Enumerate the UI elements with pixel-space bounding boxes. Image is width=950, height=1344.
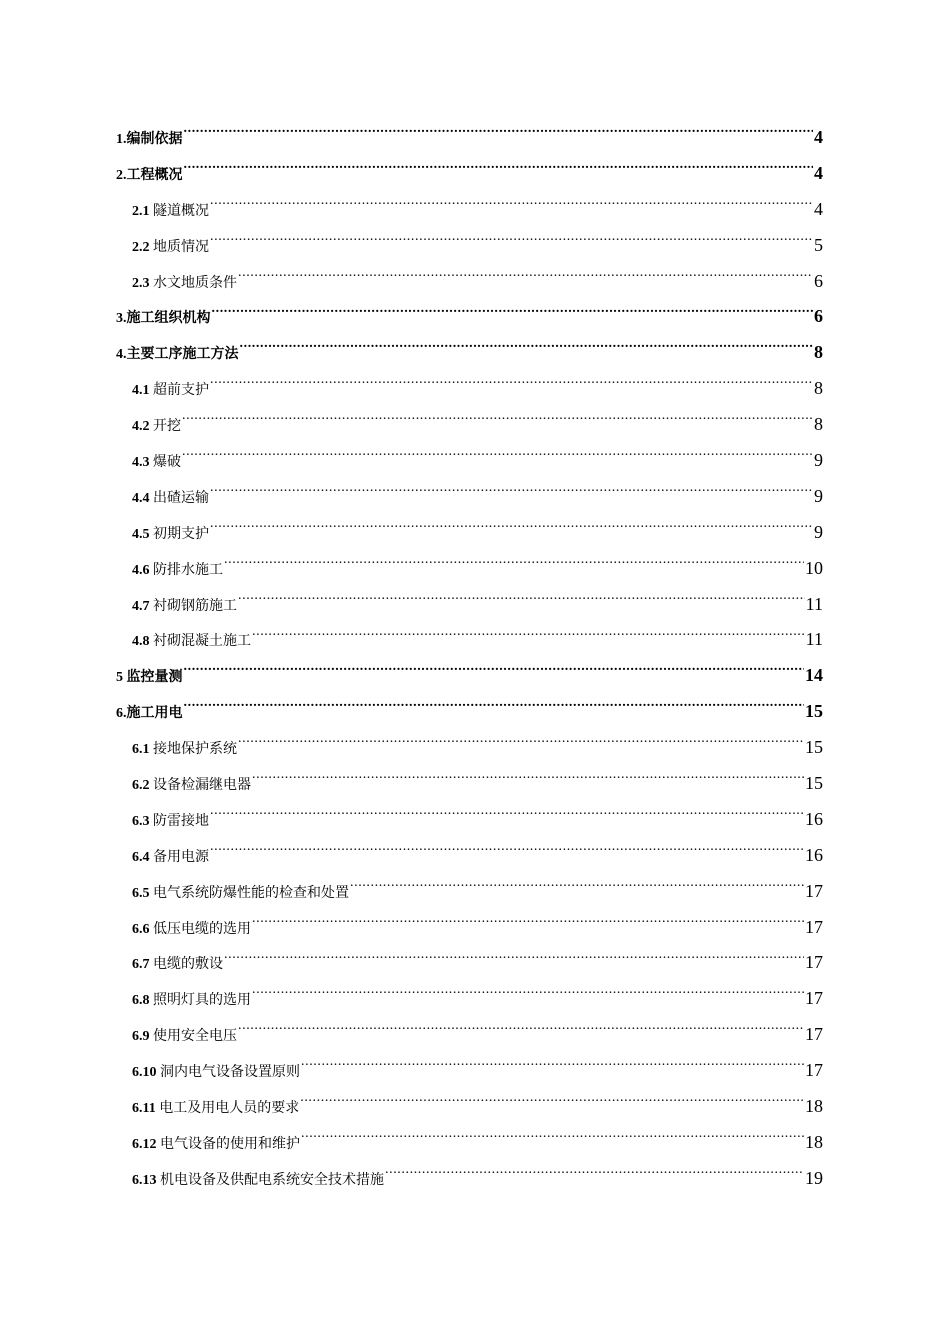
toc-entry-page-number: 16 xyxy=(805,808,823,829)
toc-entry-text: 监控量测 xyxy=(126,670,183,686)
toc-entry[interactable] xyxy=(116,694,823,730)
toc-entry[interactable] xyxy=(116,981,823,1017)
dot-leader xyxy=(350,883,804,897)
toc-entry-text: 水文地质条件 xyxy=(153,275,237,291)
dot-leader xyxy=(238,273,813,287)
toc-entry-text: 衬砌混凝土施工 xyxy=(153,634,251,650)
toc-entry-number: 4. xyxy=(116,347,127,363)
toc-entry[interactable] xyxy=(116,587,823,623)
toc-entry-number: 6.12 xyxy=(132,1136,160,1152)
toc-entry-page-number: 16 xyxy=(805,844,823,865)
dot-leader xyxy=(238,1026,804,1040)
toc-entry[interactable] xyxy=(116,371,823,407)
toc-entry-number: 4.5 xyxy=(132,526,153,542)
dot-leader xyxy=(252,631,805,645)
toc-entry-number: 6.2 xyxy=(132,778,153,794)
dot-leader xyxy=(210,811,804,825)
toc-entry[interactable] xyxy=(116,622,823,658)
toc-entry-page-number: 17 xyxy=(805,988,823,1009)
toc-entry-page-number: 4 xyxy=(814,162,823,183)
toc-entry-title xyxy=(116,337,239,373)
dot-leader xyxy=(182,452,813,466)
dot-leader xyxy=(252,775,804,789)
dot-leader xyxy=(301,1134,804,1148)
toc-entry-page-number: 15 xyxy=(805,701,823,722)
toc-entry-number: 6.7 xyxy=(132,957,153,973)
toc-entry-text: 机电设备及供配电系统安全技术措施 xyxy=(160,1172,384,1188)
toc-entry-title xyxy=(132,517,209,553)
dot-leader xyxy=(210,201,813,215)
toc-entry-title xyxy=(132,481,209,517)
toc-entry-title xyxy=(116,696,183,732)
toc-entry[interactable] xyxy=(116,658,823,694)
dot-leader xyxy=(210,524,813,538)
toc-entry[interactable] xyxy=(116,551,823,587)
toc-entry[interactable] xyxy=(116,1161,823,1197)
toc-entry[interactable] xyxy=(116,1017,823,1053)
toc-entry[interactable] xyxy=(116,730,823,766)
toc-entry-text: 照明灯具的选用 xyxy=(153,993,251,1009)
toc-entry[interactable] xyxy=(116,335,823,371)
toc-entry[interactable] xyxy=(116,515,823,551)
toc-entry[interactable] xyxy=(116,228,823,264)
toc-entry-number: 6. xyxy=(116,706,127,722)
toc-entry-title xyxy=(132,947,223,983)
toc-entry-number: 6.8 xyxy=(132,993,153,1009)
toc-entry-page-number: 9 xyxy=(814,450,823,471)
dot-leader xyxy=(224,954,804,968)
dot-leader xyxy=(210,380,813,394)
toc-entry-title xyxy=(132,876,349,912)
toc-entry-title xyxy=(132,1019,237,1055)
toc-entry-number: 6.11 xyxy=(132,1101,160,1117)
toc-entry-title xyxy=(116,158,183,194)
toc-entry-page-number: 10 xyxy=(805,557,823,578)
toc-entry[interactable] xyxy=(116,1053,823,1089)
toc-entry-page-number: 6 xyxy=(814,306,823,327)
toc-entry-title xyxy=(132,445,181,481)
toc-entry-text: 初期支护 xyxy=(153,526,209,542)
toc-entry-number: 6.9 xyxy=(132,1029,153,1045)
dot-leader xyxy=(182,416,813,430)
dot-leader xyxy=(238,596,805,610)
toc-entry[interactable] xyxy=(116,1125,823,1161)
toc-entry-title xyxy=(132,266,237,302)
toc-entry[interactable] xyxy=(116,120,823,156)
dot-leader xyxy=(184,129,814,143)
toc-entry-number: 6.1 xyxy=(132,742,153,758)
toc-entry-text: 施工组织机构 xyxy=(126,311,211,327)
toc-entry-title xyxy=(132,912,251,948)
toc-entry-title xyxy=(116,122,183,158)
toc-entry-text: 爆破 xyxy=(153,455,181,471)
toc-entry-text: 工程概况 xyxy=(126,167,183,183)
toc-entry-title xyxy=(132,768,251,804)
toc-entry-number: 3. xyxy=(116,311,127,327)
toc-entry-text: 开挖 xyxy=(153,419,181,435)
toc-entry-title xyxy=(132,1163,384,1199)
toc-entry-number: 4.2 xyxy=(132,419,153,435)
toc-entry-text: 电气系统防爆性能的检查和处置 xyxy=(153,885,349,901)
toc-entry-page-number: 4 xyxy=(814,127,823,147)
toc-entry-text: 防雷接地 xyxy=(153,813,209,829)
toc-entry-page-number: 9 xyxy=(814,485,823,506)
toc-entry[interactable] xyxy=(116,156,823,192)
table-of-contents xyxy=(116,120,823,1197)
dot-leader xyxy=(184,667,805,681)
toc-entry-text: 接地保护系统 xyxy=(153,742,237,758)
toc-entry[interactable] xyxy=(116,299,823,335)
toc-entry-title xyxy=(132,553,223,589)
toc-entry-text: 防排水施工 xyxy=(153,562,223,578)
toc-entry-page-number: 4 xyxy=(814,198,823,219)
toc-entry-number: 4.7 xyxy=(132,598,153,614)
toc-entry-page-number: 18 xyxy=(805,1096,823,1117)
toc-entry-number: 4.8 xyxy=(132,634,153,650)
toc-entry-page-number: 8 xyxy=(814,414,823,435)
toc-entry[interactable] xyxy=(116,479,823,515)
dot-leader xyxy=(240,344,814,358)
dot-leader xyxy=(238,739,804,753)
toc-entry-title xyxy=(132,1127,300,1163)
toc-entry-text: 隧道概况 xyxy=(153,203,209,219)
toc-entry-number: 4.4 xyxy=(132,490,153,506)
toc-entry-text: 施工用电 xyxy=(126,706,183,722)
toc-entry-title xyxy=(132,732,237,768)
toc-entry-number: 2.2 xyxy=(132,239,153,255)
toc-entry-number: 5 xyxy=(116,670,127,686)
toc-entry-title xyxy=(132,624,251,660)
dot-leader xyxy=(252,919,804,933)
toc-entry-page-number: 15 xyxy=(805,737,823,758)
dot-leader xyxy=(300,1098,804,1112)
toc-entry-page-number: 9 xyxy=(814,521,823,542)
toc-entry-page-number: 19 xyxy=(805,1167,823,1188)
toc-entry-text: 地质情况 xyxy=(153,239,209,255)
toc-entry[interactable] xyxy=(116,1089,823,1125)
dot-leader xyxy=(224,560,804,574)
toc-entry-text: 电缆的敷设 xyxy=(153,957,223,973)
toc-entry[interactable] xyxy=(116,802,823,838)
toc-entry-title xyxy=(132,840,209,876)
toc-entry-title xyxy=(132,230,209,266)
dot-leader xyxy=(184,165,814,179)
toc-entry-number: 4.6 xyxy=(132,562,153,578)
toc-entry[interactable] xyxy=(116,407,823,443)
toc-entry-page-number: 17 xyxy=(805,880,823,901)
toc-entry-page-number: 11 xyxy=(805,629,823,650)
toc-entry-page-number: 5 xyxy=(814,234,823,255)
toc-entry-number: 6.3 xyxy=(132,813,153,829)
toc-entry-number: 2.1 xyxy=(132,203,153,219)
toc-entry-title xyxy=(132,373,209,409)
toc-entry-page-number: 11 xyxy=(805,593,823,614)
toc-entry-number: 6.13 xyxy=(132,1172,160,1188)
toc-entry-title xyxy=(132,194,209,230)
dot-leader xyxy=(210,488,813,502)
dot-leader xyxy=(210,847,804,861)
toc-entry-page-number: 17 xyxy=(805,1060,823,1081)
toc-entry-page-number: 15 xyxy=(805,773,823,794)
toc-entry-title xyxy=(132,409,181,445)
toc-entry-text: 备用电源 xyxy=(153,849,209,865)
toc-entry-page-number: 8 xyxy=(814,378,823,399)
toc-entry-title xyxy=(116,660,183,696)
toc-entry-number: 6.6 xyxy=(132,921,153,937)
toc-entry-number: 6.5 xyxy=(132,885,153,901)
dot-leader xyxy=(252,990,804,1004)
toc-entry[interactable] xyxy=(116,874,823,910)
toc-entry[interactable] xyxy=(116,838,823,874)
toc-entry-text: 设备检漏继电器 xyxy=(153,778,251,794)
toc-entry-text: 使用安全电压 xyxy=(153,1029,237,1045)
toc-entry-text: 主要工序施工方法 xyxy=(126,347,239,363)
toc-entry[interactable] xyxy=(116,192,823,228)
toc-entry-text: 出碴运输 xyxy=(153,490,209,506)
toc-entry-text: 超前支护 xyxy=(153,383,209,399)
toc-entry-title xyxy=(132,1091,299,1127)
toc-entry[interactable] xyxy=(116,443,823,479)
toc-entry-number: 1. xyxy=(116,132,127,147)
dot-leader xyxy=(212,308,814,322)
toc-entry-number: 4.1 xyxy=(132,383,153,399)
toc-entry-text: 洞内电气设备设置原则 xyxy=(160,1065,300,1081)
toc-entry-number: 4.3 xyxy=(132,455,153,471)
toc-entry-title xyxy=(116,301,211,337)
toc-entry-page-number: 17 xyxy=(805,952,823,973)
toc-entry-number: 6.10 xyxy=(132,1065,160,1081)
dot-leader xyxy=(385,1170,804,1184)
toc-entry[interactable] xyxy=(116,910,823,946)
toc-entry-title xyxy=(132,804,209,840)
toc-entry-title xyxy=(132,589,237,625)
toc-entry[interactable] xyxy=(116,264,823,300)
toc-entry-page-number: 8 xyxy=(814,342,823,363)
toc-entry-text: 编制依据 xyxy=(126,132,183,147)
toc-entry-title xyxy=(132,1055,300,1091)
toc-entry[interactable] xyxy=(116,766,823,802)
toc-entry-page-number: 18 xyxy=(805,1131,823,1152)
dot-leader xyxy=(184,703,805,717)
dot-leader xyxy=(210,237,813,251)
toc-entry-number: 6.4 xyxy=(132,849,153,865)
toc-entry-page-number: 17 xyxy=(805,1024,823,1045)
toc-entry-text: 衬砌钢筋施工 xyxy=(153,598,237,614)
toc-entry-title xyxy=(132,983,251,1019)
toc-entry-page-number: 6 xyxy=(814,270,823,291)
dot-leader xyxy=(301,1062,804,1076)
toc-entry-page-number: 14 xyxy=(805,665,823,686)
toc-entry-number: 2.3 xyxy=(132,275,153,291)
toc-entry-page-number: 17 xyxy=(805,916,823,937)
toc-entry-text: 电工及用电人员的要求 xyxy=(159,1101,300,1117)
toc-entry-text: 低压电缆的选用 xyxy=(153,921,251,937)
toc-entry-number: 2. xyxy=(116,167,127,183)
toc-entry-text: 电气设备的使用和维护 xyxy=(160,1136,300,1152)
toc-entry[interactable] xyxy=(116,945,823,981)
